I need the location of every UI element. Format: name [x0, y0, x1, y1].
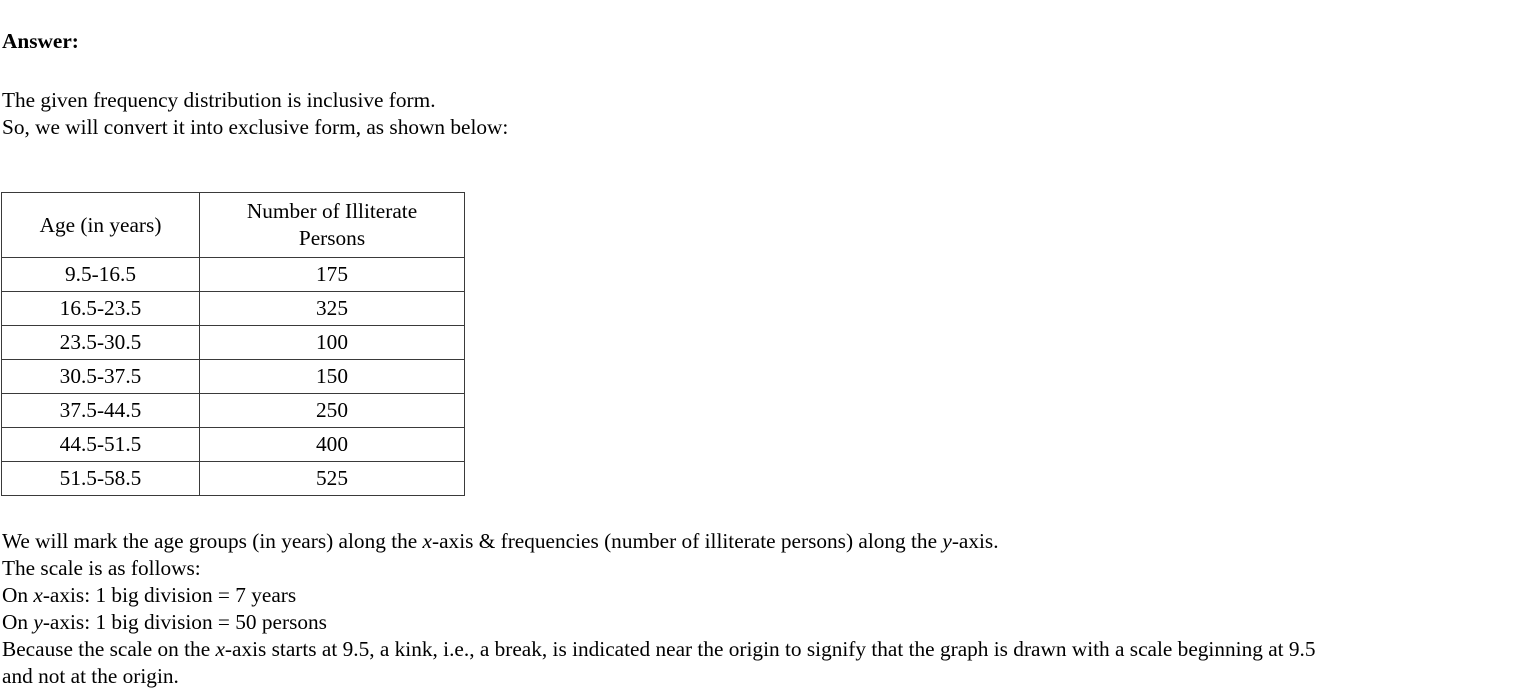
text-segment: -axis starts at 9.5, a kink, i.e., a break, is indicated near the origin to signify that the graph is drawn with a scale beginning at 9.5 — [224, 637, 1316, 661]
text-segment: -axis & frequencies (number of illiterate persons) along the — [432, 529, 943, 553]
x-variable: x — [33, 583, 43, 607]
text-segment: -axis: 1 big division = 50 persons — [42, 610, 327, 634]
column-header-persons — [200, 193, 465, 258]
persons-cell: 175 — [200, 258, 465, 292]
y-variable: y — [942, 529, 952, 553]
explanation-line-1 — [2, 528, 1316, 555]
text-segment: On — [2, 610, 34, 634]
table-row — [2, 428, 465, 462]
text-segment: We will mark the age groups (in years) along the — [2, 529, 423, 553]
intro-paragraph — [2, 87, 508, 141]
explanation-paragraph — [2, 528, 1316, 690]
text-segment: Because the scale on the — [2, 637, 216, 661]
column-header-persons-text: Number of Illiterate Persons — [246, 199, 418, 250]
frequency-table — [1, 192, 465, 496]
explanation-line-2: The scale is as follows: — [2, 556, 201, 580]
text-segment: -axis: 1 big division = 7 years — [42, 583, 297, 607]
age-cell: 30.5-37.5 — [2, 360, 200, 394]
age-cell: 51.5-58.5 — [2, 462, 200, 496]
explanation-line-5 — [2, 636, 1316, 663]
age-cell: 37.5-44.5 — [2, 394, 200, 428]
intro-line-1: The given frequency distribution is inclusive form. — [2, 88, 436, 112]
table-row — [2, 292, 465, 326]
y-variable: y — [33, 610, 43, 634]
table-row — [2, 462, 465, 496]
explanation-line-6: and not at the origin. — [2, 664, 179, 688]
age-cell: 9.5-16.5 — [2, 258, 200, 292]
persons-cell: 150 — [200, 360, 465, 394]
persons-cell: 400 — [200, 428, 465, 462]
intro-line-2: So, we will convert it into exclusive form, as shown below: — [2, 115, 509, 139]
table-header-row — [2, 193, 465, 258]
explanation-line-3 — [2, 582, 1316, 609]
age-cell: 16.5-23.5 — [2, 292, 200, 326]
text-segment: On — [2, 583, 34, 607]
table-row — [2, 326, 465, 360]
x-variable: x — [422, 529, 432, 553]
answer-heading: Answer: — [2, 29, 79, 53]
table-row — [2, 394, 465, 428]
x-variable: x — [215, 637, 225, 661]
column-header-age: Age (in years) — [2, 193, 200, 258]
persons-cell: 250 — [200, 394, 465, 428]
age-cell: 44.5-51.5 — [2, 428, 200, 462]
explanation-line-4 — [2, 609, 1316, 636]
persons-cell: 325 — [200, 292, 465, 326]
table-row — [2, 258, 465, 292]
age-cell: 23.5-30.5 — [2, 326, 200, 360]
persons-cell: 525 — [200, 462, 465, 496]
table-row — [2, 360, 465, 394]
text-segment: -axis. — [951, 529, 999, 553]
persons-cell: 100 — [200, 326, 465, 360]
